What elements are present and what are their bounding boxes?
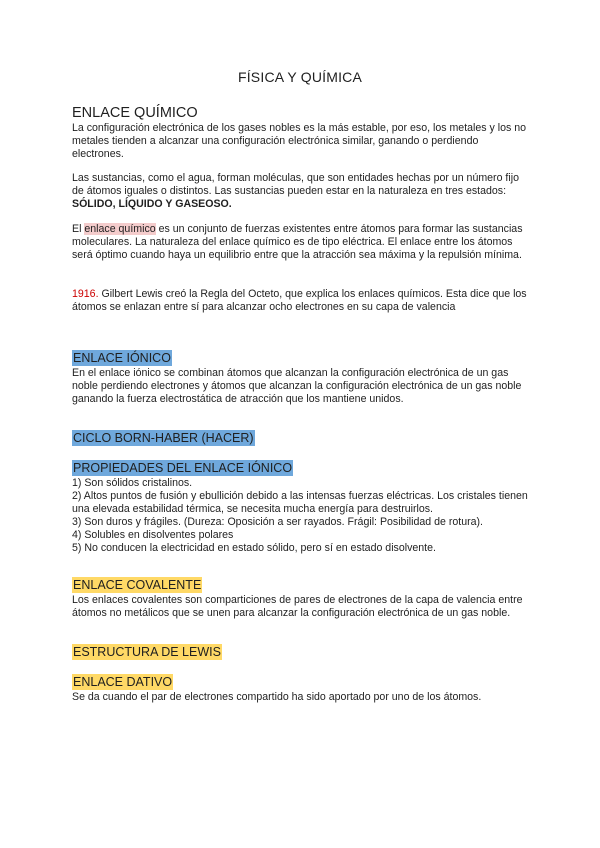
document-title: FÍSICA Y QUÍMICA [237,69,363,85]
section-estructura-lewis [72,643,528,661]
heading-enlace-covalente: ENLACE COVALENTE [73,578,202,592]
paragraph-regla-octeto [72,288,528,314]
paragraph-enlace-covalente: Los enlaces covalentes son comparticiones de pares de electrones de la capa de valencia entre átomos no metálicos que se unen para alcanzar la configuración electrónica de un gas noble. [72,594,523,620]
heading-estructura-lewis: ESTRUCTURA DE LEWIS [73,645,221,659]
section-enlace-covalente [72,576,528,620]
def-pre: El [72,223,85,235]
paragraph-enlace-dativo: Se da cuando el par de electrones compartido ha sido aportado por uno de los átomos. [72,691,482,703]
section-enlace-quimico [72,104,528,161]
octeto-text: Gilbert Lewis creó la Regla del Octeto, que explica los enlaces químicos. Esta dice que los átomos se enlazan entre sí para alcanzar ocho electrones en su capa de valencia [72,288,527,314]
estados-bold: SÓLIDO, LÍQUIDO Y GASEOSO. [72,198,232,211]
paragraph-enlace-ionico: En el enlace iónico se combinan átomos que alcanzan la configuración electrónica de un gas noble perdiendo electrones y átomos que alcanzan la configuración electrónica de un gas noble ganando la fuerza electrostática de atracción que los mantiene unidos. [72,367,522,406]
section-ciclo-born-haber [72,429,528,447]
sustancias-text: Las sustancias, como el agua, forman moléculas, que son entidades hechas por un número fijo de átomos iguales o distintos. Las sustancias pueden estar en la naturaleza en tres estados: [72,172,519,198]
year-1916: 1916. [72,288,99,300]
section-enlace-dativo [72,673,528,704]
property-item: 1) Son sólidos cristalinos. [72,477,193,489]
property-item: 4) Solubles en disolventes polares [72,529,234,542]
heading-propiedades: PROPIEDADES DEL ENLACE IÓNICO [73,461,293,475]
properties-list [72,477,528,556]
paragraph-sustancias [72,172,528,211]
heading-enlace-dativo: ENLACE DATIVO [73,675,173,689]
heading-ciclo-born-haber: CICLO BORN-HABER (HACER) [73,431,254,445]
highlight-enlace-quimico: enlace químico [84,223,156,235]
heading-enlace-ionico: ENLACE IÓNICO [73,351,171,365]
property-item: 5) No conducen la electricidad en estado sólido, pero sí en estado disolvente. [72,542,436,555]
def-post: es un conjunto de fuerzas existentes entre átomos para formar las sustancias moleculares. La naturaleza del enlace químico es de tipo eléctrica. El enlace entre los átomos será óptimo cuando haya un equilibrio entre que la atracción sea máxima y la repulsión mínima. [72,223,523,262]
paragraph-gases-nobles: La configuración electrónica de los gases nobles es la más estable, por eso, los metales y los no metales tienden a alcanzar una configuración electrónica similar, ganando o perdiendo electrones. [72,122,527,161]
property-item: 3) Son duros y frágiles. (Dureza: Oposición a ser rayados. Frágil: Posibilidad de rotura). [72,516,483,529]
heading-enlace-quimico: ENLACE QUÍMICO [72,105,198,121]
section-propiedades [72,459,528,556]
section-enlace-ionico [72,349,528,406]
paragraph-enlace-quimico-def [72,223,528,262]
property-item: 2) Altos puntos de fusión y ebullición debido a las intensas fuerzas eléctricas. Los cristales tienen una elevada estabilidad térmica, se necesita mucha energía para destruirlos. [72,490,528,516]
